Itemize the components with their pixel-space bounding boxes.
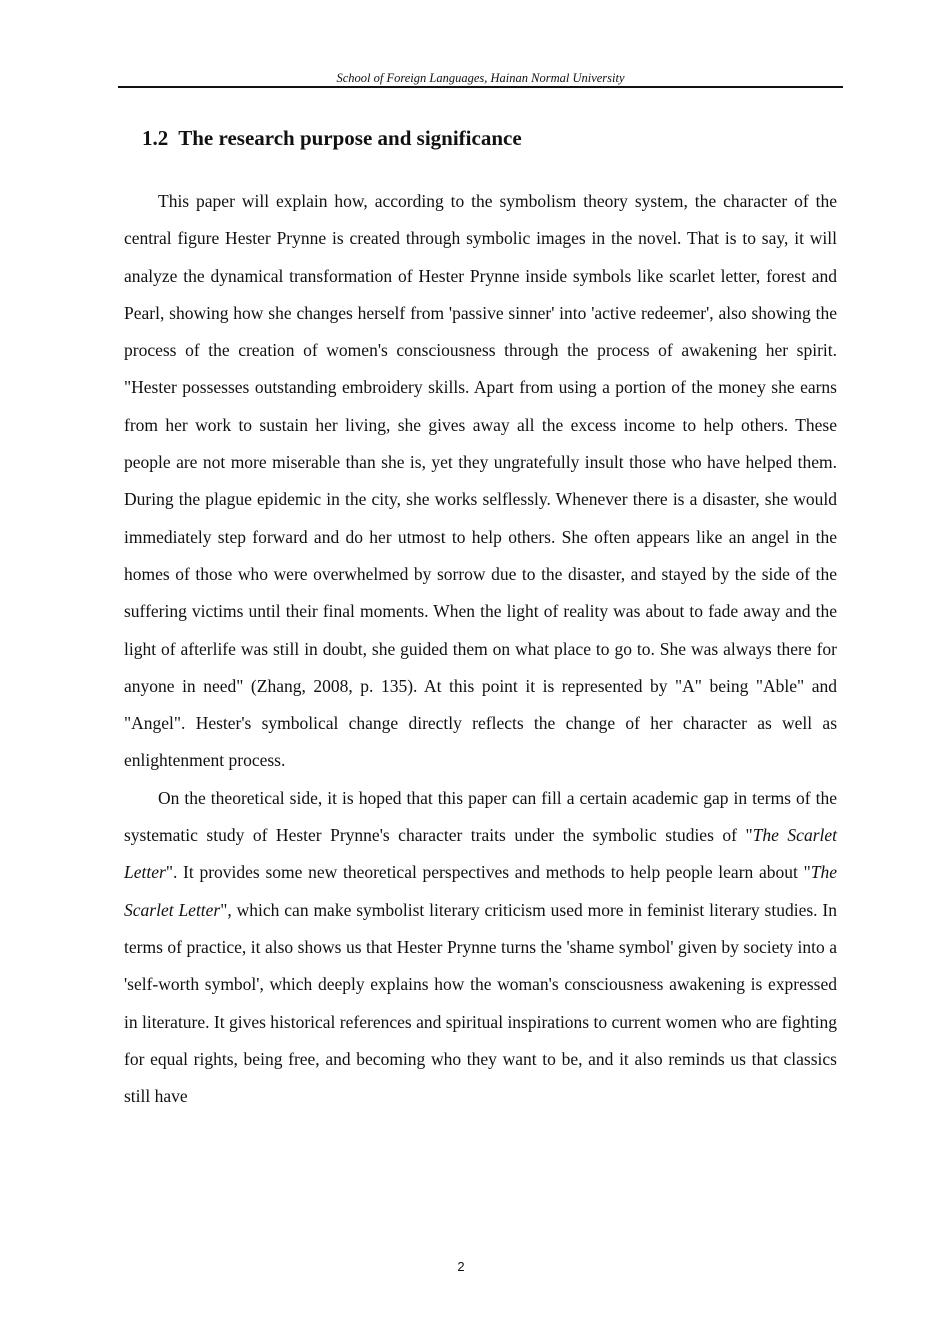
paragraph-segment: On the theoretical side, it is hoped that this paper can fill a certain academic gap in terms of the systematic study of Hester Prynne's character traits under the symbolic studies of " [124,787,837,846]
book-title: The Scarlet Letter [124,862,837,920]
page-number: 2 [457,1259,465,1274]
body-text [124,183,837,1115]
header-rule [118,86,843,88]
paragraph-segment: ", which can make symbolist literary criticism used more in feminist literary studies. In terms of practice, it also shows us that Hester Prynne turns the 'shame symbol' given by society into a 'self-worth symbol', which deeply explains how the woman's consciousness awakening is expressed in literature. It gives historical references and spiritual inspirations to current women who are fighting for equal rights, being free, and becoming who they want to be, and it also reminds us that classics still have [124,899,837,1107]
book-title: The Scarlet Letter [124,825,837,883]
section-heading [142,124,522,152]
paragraph-segment: ". It provides some new theoretical perspectives and methods to help people learn about " [165,862,811,883]
paragraph-significance [124,780,837,1116]
section-number: 1.2 [142,126,169,150]
running-header: School of Foreign Languages, Hainan Normal University [336,71,625,85]
section-title: The research purpose and significance [178,126,522,150]
paragraph-research-purpose: This paper will explain how, according to the symbolism theory system, the character of the central figure Hester Prynne is created through symbolic images in the novel. That is to say, it will analyze the dynamical transformation of Hester Prynne inside symbols like scarlet letter, forest and Pearl, showing how she changes herself from 'passive sinner' into 'active redeemer', also showing the process of the creation of women's consciousness through the process of awakening her spirit. "Hester possesses outstanding embroidery skills. Apart from using a portion of the money she earns from her work to sustain her living, she gives away all the excess income to help others. These people are not more miserable than she is, yet they ungratefully insult those who have helped them. During the plague epidemic in the city, she works selflessly. Whenever there is a disaster, she would immediately step forward and do her utmost to help others. She often appears like an angel in the homes of those who were overwhelmed by sorrow due to the disaster, and stayed by the side of the suffering victims until their final moments. When the light of reality was about to fade away and the light of afterlife was still in doubt, she guided them on what place to go to. She was always there for anyone in need" (Zhang, 2008, p. 135). At this point it is represented by "A" being "Able" and "Angel". Hester's symbolical change directly reflects the change of her character as well as enlightenment process. [124,191,837,771]
